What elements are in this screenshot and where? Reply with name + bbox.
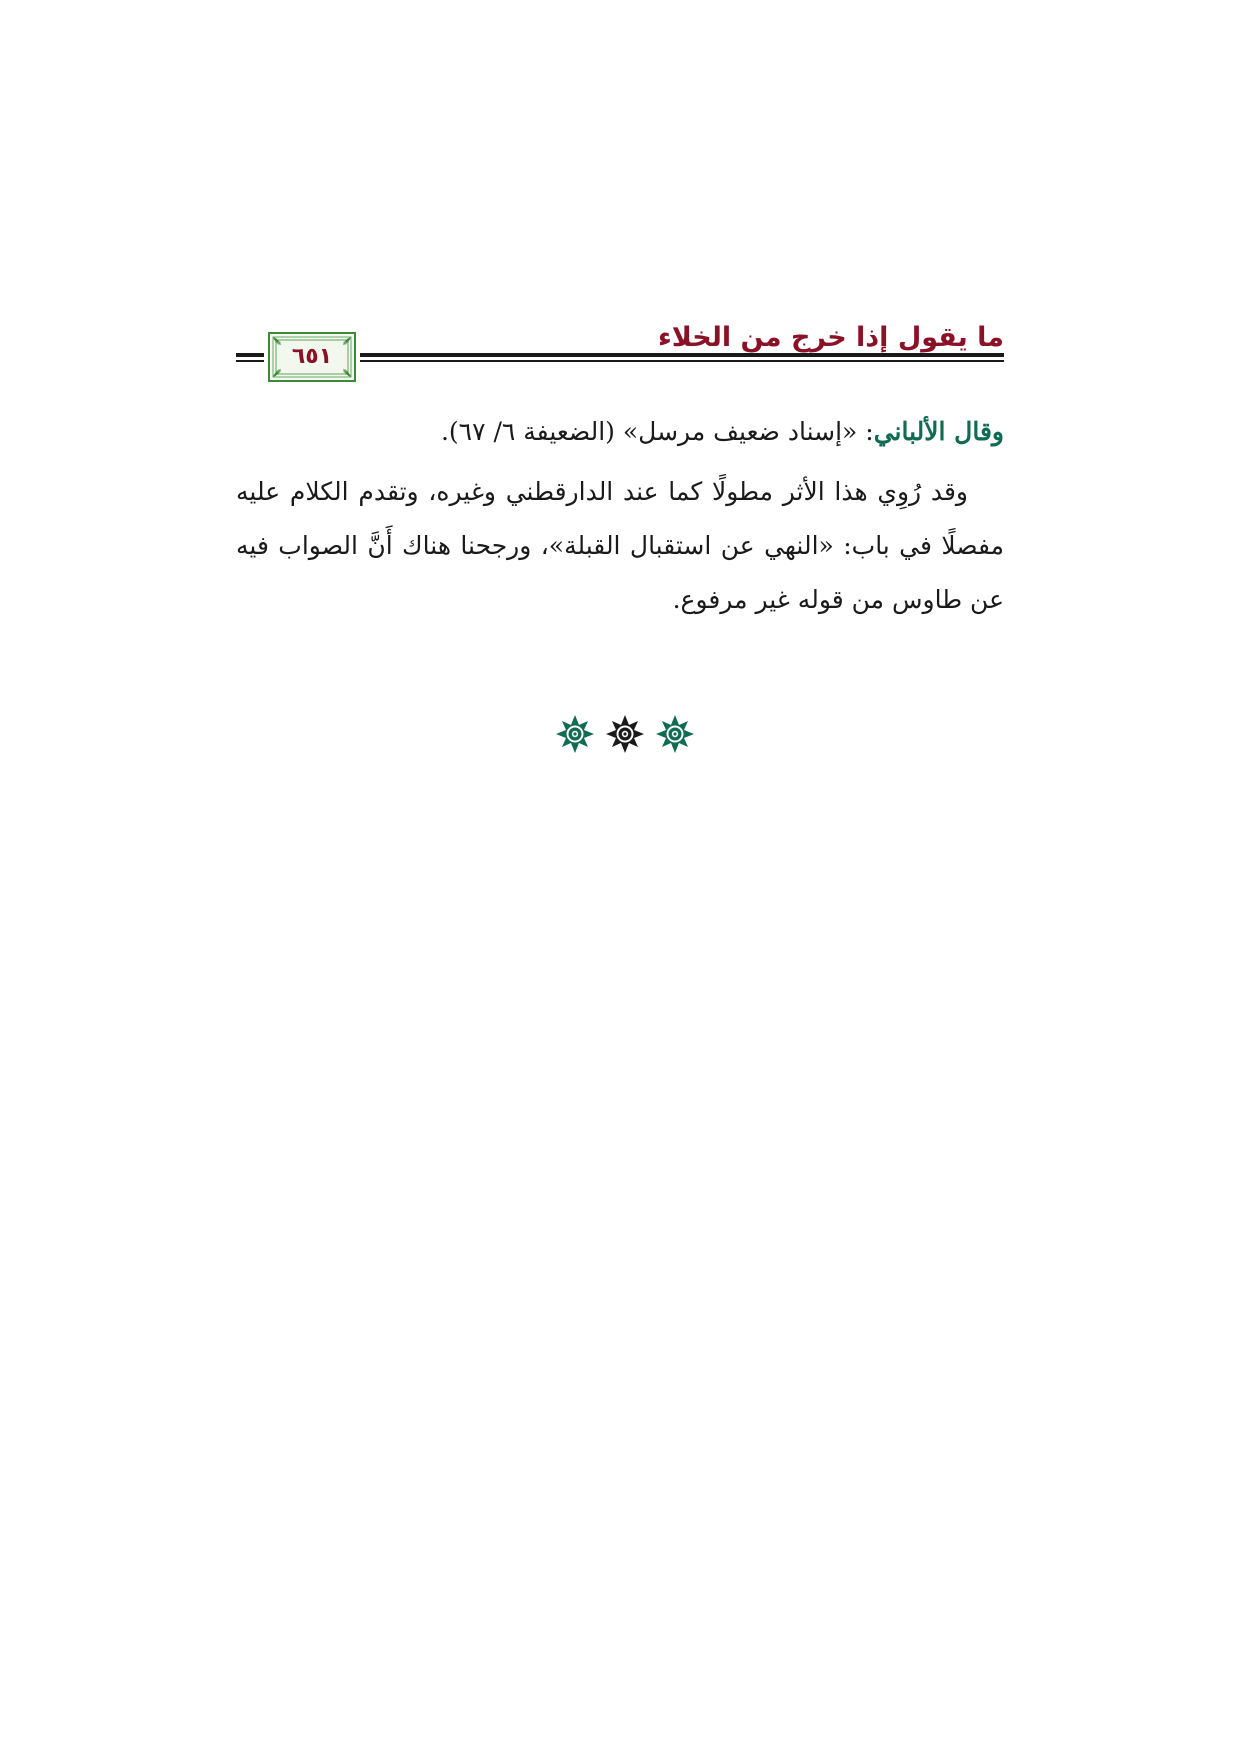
header-rule-right-thin	[360, 360, 1004, 362]
header-rule-right-thick	[360, 353, 1004, 357]
star-flower-icon	[655, 714, 695, 754]
header-rule-left-thin	[236, 360, 264, 362]
header-rule-left-thick	[236, 353, 264, 357]
quote-speaker: وقال الألباني	[873, 417, 1004, 446]
quote-text: : «إسناد ضعيف مرسل» (الضعيفة ٦/ ٦٧).	[440, 417, 874, 446]
quote-paragraph	[236, 405, 1004, 459]
body-text	[236, 405, 1004, 627]
star-flower-icon	[555, 714, 595, 754]
star-flower-icon	[605, 714, 645, 754]
running-header	[236, 312, 1004, 382]
chapter-title: ما يقول إذا خرج من الخلاء	[657, 322, 1004, 353]
section-end-ornament	[555, 714, 695, 758]
page-number: ٦٥١	[291, 344, 333, 369]
paragraph: وقد رُوِي هذا الأثر مطولًا كما عند الدارقطني وغيره، وتقدم الكلام عليه مفصلًا في باب: «النهي عن استقبال القبلة»، ورجحنا هناك أَنَّ الصواب فيه عن طاوس من قوله غير مرفوع.	[236, 477, 1004, 614]
page-number-box	[268, 332, 356, 382]
